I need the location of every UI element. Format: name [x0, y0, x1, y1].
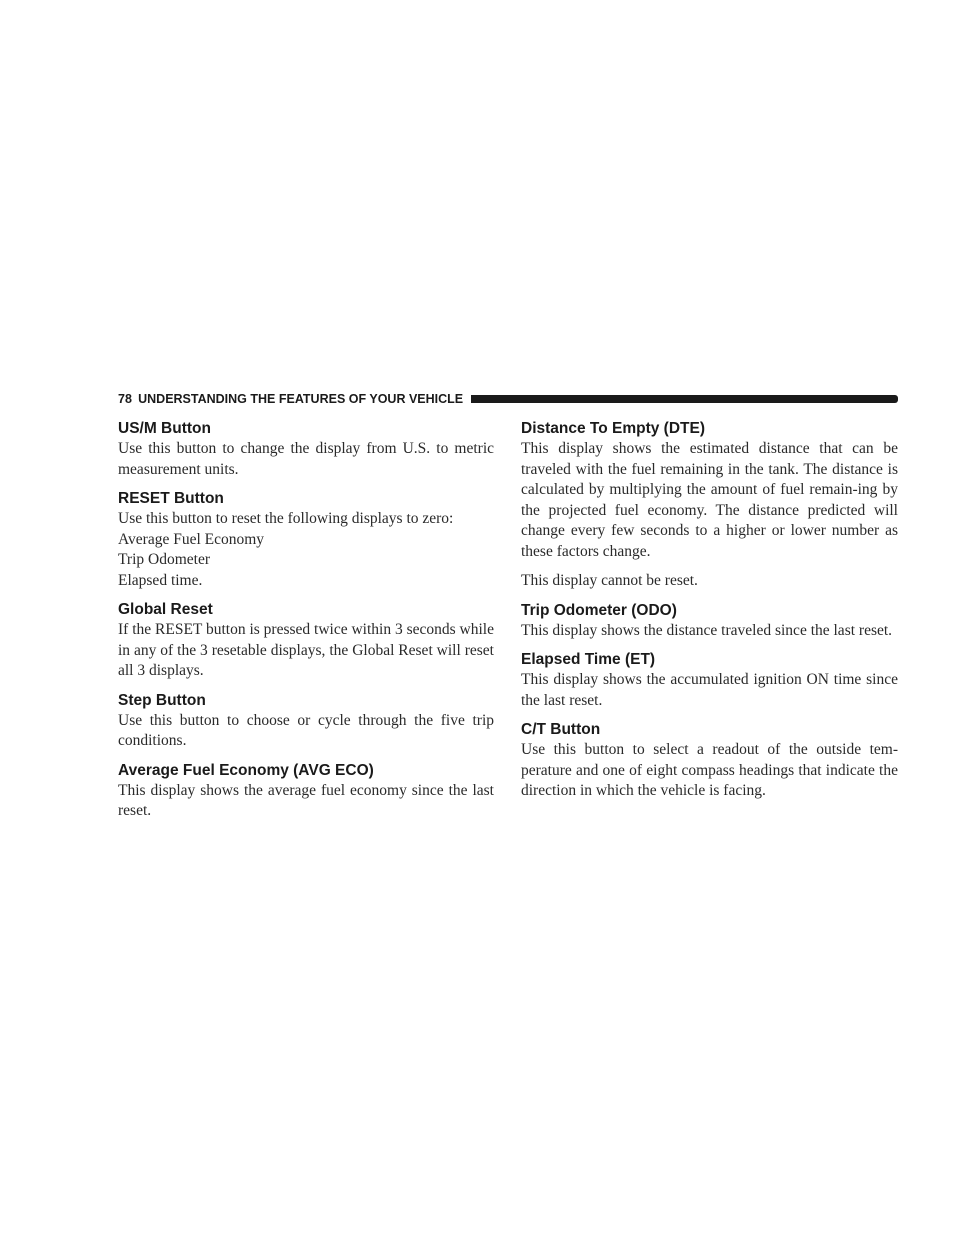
section-step-button — [118, 691, 494, 752]
left-column — [118, 419, 494, 831]
section-heading: Trip Odometer (ODO) — [521, 601, 677, 619]
section-ct-button — [521, 720, 898, 802]
page-number: 78 — [118, 392, 133, 406]
list-item: Trip Odometer — [118, 551, 210, 568]
header-rule — [471, 395, 898, 403]
section-heading: Elapsed Time (ET) — [521, 651, 656, 668]
section-body: If the RESET button is pressed twice within 3 seconds while in any of the 3 resetable displays, the Global Reset will reset all 3 displays. — [118, 621, 494, 679]
section-reset-button — [118, 489, 494, 591]
section-global-reset — [118, 600, 494, 682]
running-head: UNDERSTANDING THE FEATURES OF YOUR VEHICLE — [138, 392, 464, 406]
section-body: Use this button to choose or cycle through the five trip conditions. — [118, 711, 494, 749]
section-heading: Distance To Empty (DTE) — [521, 420, 706, 437]
section-usm-button — [118, 419, 494, 480]
list-item: Elapsed time. — [118, 571, 203, 589]
section-average-fuel-economy — [118, 761, 494, 822]
section-heading: Global Reset — [118, 601, 213, 618]
section-note: This display cannot be reset. — [521, 572, 698, 589]
section-heading: Average Fuel Economy (AVG ECO) — [118, 761, 374, 779]
section-heading: C/T Button — [521, 721, 601, 738]
page-header — [118, 389, 898, 409]
right-column — [521, 419, 898, 811]
section-body: Use this button to select a readout of the outside tem-perature and one of eight compass headings that indicate the direction in which the vehicle is facing. — [521, 741, 898, 799]
section-trip-odometer — [521, 601, 898, 642]
section-body: This display shows the estimated distance that can be traveled with the fuel remaining in the tank. The distance is calculated by multiplying the amount of fuel remain-ing by the projected fuel economy. The distance predicted will change every few seconds to a higher or lower number as these factors change. — [521, 440, 898, 560]
section-heading: Step Button — [118, 691, 206, 709]
section-distance-to-empty — [521, 419, 898, 592]
section-body: This display shows the average fuel economy since the last reset. — [118, 781, 494, 819]
section-heading: US/M Button — [118, 420, 211, 437]
section-body: This display shows the distance traveled since the last reset. — [521, 621, 893, 639]
section-body: This display shows the accumulated ignition ON time since the last reset. — [521, 671, 898, 709]
section-heading: RESET Button — [118, 490, 224, 507]
section-body: Use this button to reset the following displays to zero: — [118, 510, 454, 527]
list-item: Average Fuel Economy — [118, 530, 265, 548]
section-body: Use this button to change the display from U.S. to metric measurement units. — [118, 440, 494, 478]
section-elapsed-time — [521, 650, 898, 711]
